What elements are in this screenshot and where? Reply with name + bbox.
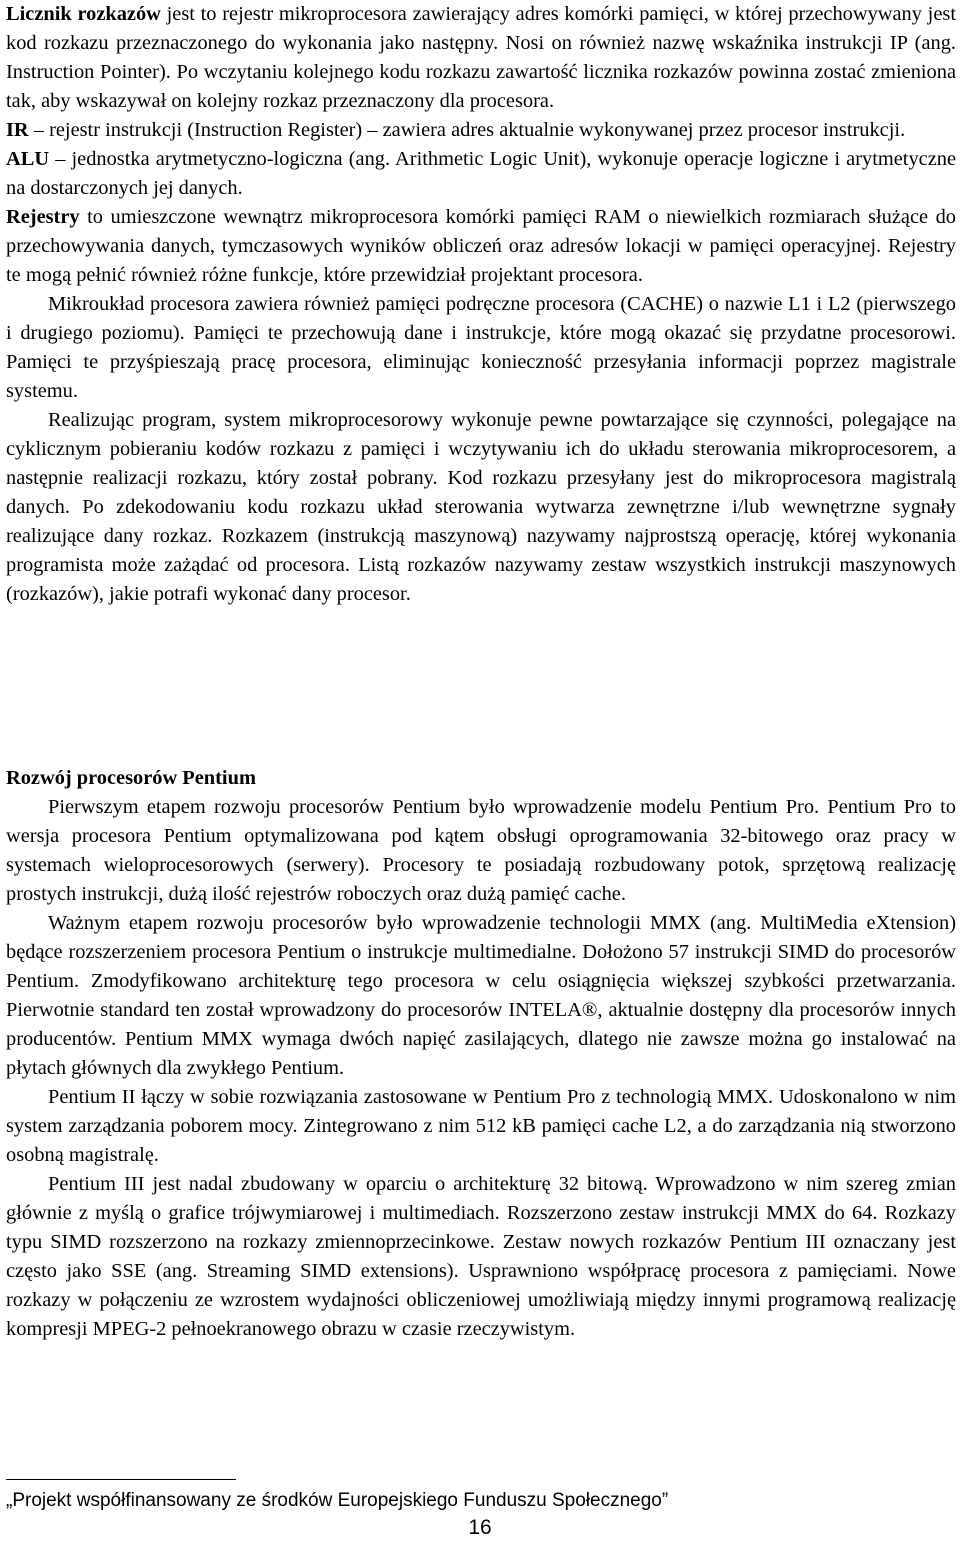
term-ir: IR bbox=[6, 119, 29, 141]
paragraph-ir: IR – rejestr instrukcji (Instruction Register) – zawiera adres aktualnie wykonywanej przez procesor instrukcji. bbox=[6, 119, 906, 141]
paragraph-pentium-ii: Pentium II łączy w sobie rozwiązania zastosowane w Pentium Pro z technologią MMX. Udoskonalono w nim system zarządzania poborem mocy. Zintegrowano z nim 512 kB pamięci cache L2, a do zarządzania nią stworzono osobną magistralę. bbox=[6, 1086, 956, 1166]
section-pentium bbox=[6, 764, 956, 1344]
paragraph-pentium-pro: Pierwszym etapem rozwoju procesorów Pentium było wprowadzenie modelu Pentium Pro. Pentium Pro to wersja procesora Pentium optymalizowana pod kątem obsługi oprogramowania 32-bitowego oraz pracy w systemach wieloprocesorowych (serwery). Procesory te posiadają rozbudowany potok, sprzętową realizację prostych instrukcji, dużą ilość rejestrów roboczych oraz dużą pamięć cache. bbox=[6, 796, 956, 905]
term-registers: Rejestry bbox=[6, 206, 80, 228]
paragraph-pentium-iii: Pentium III jest nadal zbudowany w oparciu o architekturę 32 bitową. Wprowadzono w nim szereg zmian głównie z myślą o grafice trójwymiarowej i multimediach. Rozszerzono zestaw instrukcji MMX do 64. Rozkazy typu SIMD rozszerzono na rozkazy zmiennoprzecinkowe. Zestaw nowych rozkazów Pentium III oznaczany jest często jako SSE (ang. Streaming SIMD extensions). Usprawniono współpracę procesora z pamięciami. Nowe rozkazy w połączeniu ze wzrostem wydajności obliczeniowej umożliwiają między innymi programową realizację kompresji MPEG-2 pełnoekranowego obrazu w czasie rzeczywistym. bbox=[6, 1173, 956, 1340]
footer-divider bbox=[6, 1479, 236, 1480]
paragraph-instruction-counter: Licznik rozkazów jest to rejestr mikroprocesora zawierający adres komórki pamięci, w której przechowywany jest kod rozkazu przeznaczonego do wykonania jako następny. Nosi on również nazwę wskaźnika instrukcji IP (ang. Instruction Pointer). Po wczytaniu kolejnego kodu rozkazu zawartość licznika rozkazów powinna zostać zmieniona tak, aby wskazywał on kolejny rozkaz przeznaczony dla procesora. bbox=[6, 3, 956, 112]
section-heading: Rozwój procesorów Pentium bbox=[6, 767, 256, 789]
paragraph-mmx: Ważnym etapem rozwoju procesorów było wprowadzenie technologii MMX (ang. MultiMedia eXtension) będące rozszerzeniem procesora Pentium o instrukcje multimedialne. Dołożono 57 instrukcji SIMD do procesorów Pentium. Zmodyfikowano architekturę tego procesora w celu osiągnięcia większej szybkości przetwarzania. Pierwotnie standard ten został wprowadzony do procesorów INTELA®, aktualnie dostępny dla procesorów innych producentów. Pentium MMX wymaga dwóch napięć zasilających, dlatego nie zawsze można go instalować na płytach głównych dla zwykłego Pentium. bbox=[6, 912, 956, 1079]
paragraph-registers: Rejestry to umieszczone wewnątrz mikroprocesora komórki pamięci RAM o niewielkich rozmiarach służące do przechowywania danych, tymczasowych wyników obliczeń oraz adresów lokacji w pamięci operacyjnej. Rejestry te mogą pełnić również różne funkcje, które przewidział projektant procesora. bbox=[6, 206, 956, 286]
term-alu: ALU bbox=[6, 148, 50, 170]
footer-text: „Projekt współfinansowany ze środków Europejskiego Funduszu Społecznego” bbox=[6, 1490, 669, 1511]
paragraph-program-execution: Realizując program, system mikroprocesorowy wykonuje pewne powtarzające się czynności, polegające na cyklicznym pobieraniu kodów rozkazu z pamięci i wczytywaniu ich do układu sterowania mikroprocesorem, a następnie realizacji rozkazu, który został pobrany. Kod rozkazu przesyłany jest do mikroprocesora magistralą danych. Po zdekodowaniu kodu rozkazu układ sterowania wytwarza zewnętrzne i/lub wewnętrzne sygnały realizujące dany rozkaz. Rozkazem (instrukcją maszynową) nazywamy najprostszą operację, której wykonania programista może zażądać od procesora. Listą rozkazów nazywamy zestaw wszystkich instrukcji maszynowych (rozkazów), jakie potrafi wykonać dany procesor. bbox=[6, 409, 956, 605]
paragraph-alu: ALU – jednostka arytmetyczno-logiczna (ang. Arithmetic Logic Unit), wykonuje operacje logiczne i arytmetyczne na dostarczonych jej danych. bbox=[6, 148, 956, 199]
term-instruction-counter: Licznik rozkazów bbox=[6, 3, 161, 25]
section-cpu-components bbox=[6, 0, 956, 609]
page-number: 16 bbox=[468, 1516, 492, 1539]
paragraph-cache: Mikroukład procesora zawiera również pamięci podręczne procesora (CACHE) o nazwie L1 i L2 (pierwszego i drugiego poziomu). Pamięci te przechowują dane i instrukcje, które mogą okazać się przydatne procesorowi. Pamięci te przyśpieszają pracę procesora, eliminując konieczność przesyłania informacji poprzez magistrale systemu. bbox=[6, 293, 956, 402]
